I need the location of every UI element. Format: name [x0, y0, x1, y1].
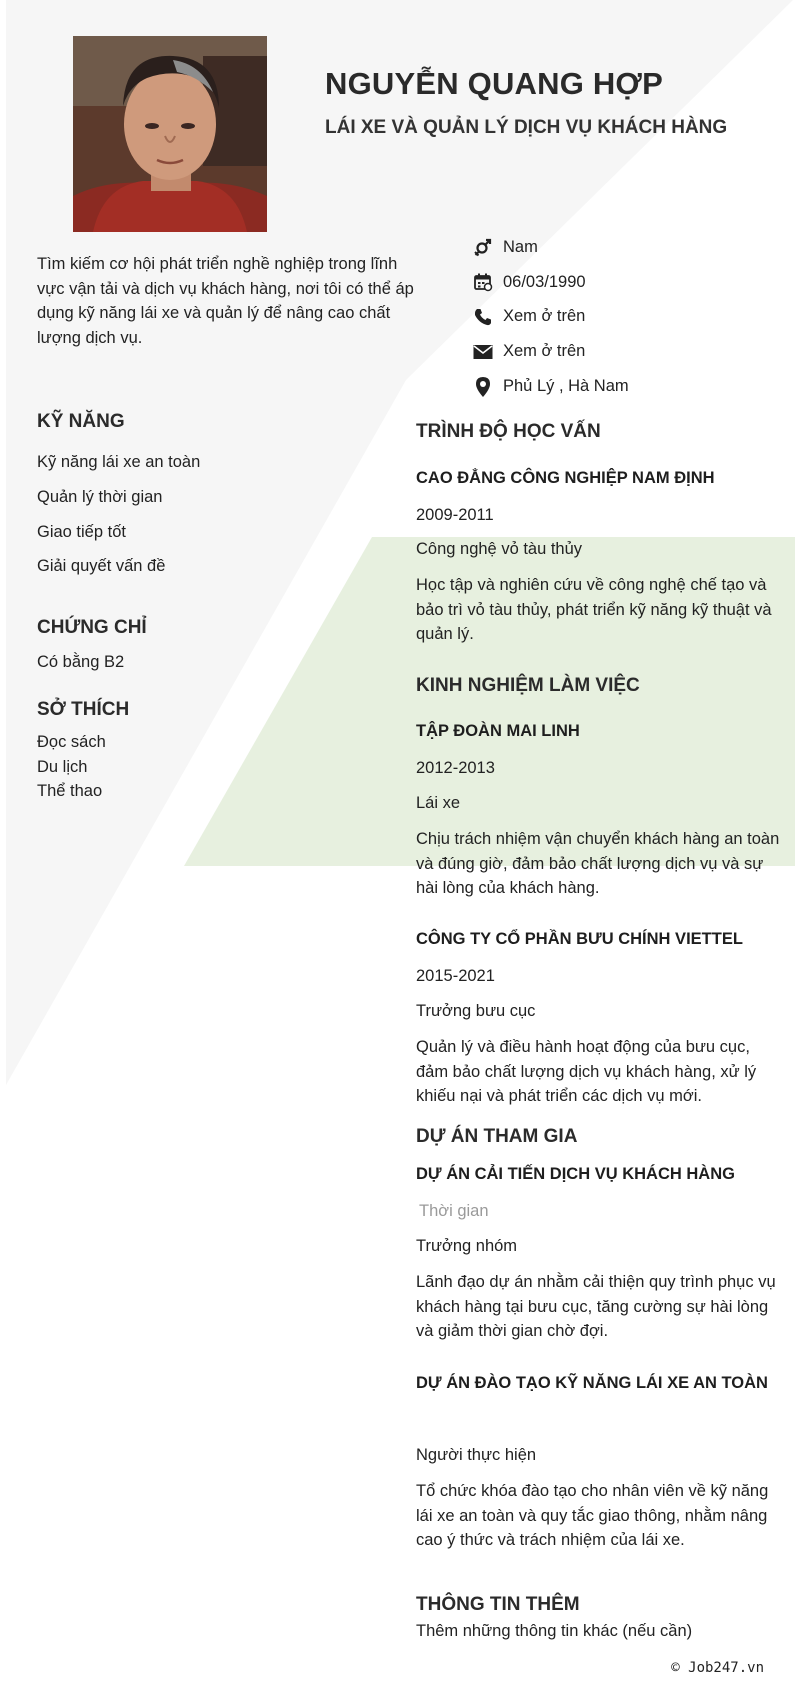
experience-heading: KINH NGHIỆM LÀM VIỆC — [416, 675, 640, 696]
contact-gender — [472, 230, 629, 265]
email-value: Xem ở trên — [503, 342, 586, 361]
company-name: CÔNG TY CỔ PHẦN BƯU CHÍNH VIETTEL — [416, 930, 743, 948]
school-name: CAO ĐẲNG CÔNG NGHIỆP NAM ĐỊNH — [416, 469, 715, 487]
project-role: Trưởng nhóm — [416, 1237, 518, 1255]
project-name: DỰ ÁN CẢI TIẾN DỊCH VỤ KHÁCH HÀNG — [416, 1165, 735, 1183]
project-time-placeholder: Thời gian — [419, 1202, 489, 1220]
contact-birthday — [472, 265, 629, 300]
skill-item: Giao tiếp tốt — [37, 523, 126, 541]
calendar-icon — [472, 271, 494, 293]
hobby-item: Đọc sách — [37, 733, 106, 751]
project-description: Lãnh đạo dự án nhằm cải thiện quy trình phục vụ khách hàng tại bưu cục, tăng cường sự hài lòng và giảm thời gian chờ đợi. — [416, 1273, 776, 1340]
hobby-item: Du lịch — [37, 758, 88, 776]
skill-item: Giải quyết vấn đề — [37, 557, 166, 575]
education-period: 2009-2011 — [416, 506, 494, 524]
skills-heading: KỸ NĂNG — [37, 411, 125, 432]
education-heading: TRÌNH ĐỘ HỌC VẤN — [416, 421, 601, 442]
address-value: Phủ Lý , Hà Nam — [503, 377, 629, 396]
job-period: 2015-2021 — [416, 967, 495, 985]
education-description: Học tập và nghiên cứu về công nghệ chế tạo và bảo trì vỏ tàu thủy, phát triển kỹ năng kỹ thuật và quản lý. — [416, 576, 772, 643]
skill-item: Kỹ năng lái xe an toàn — [37, 453, 201, 471]
phone-value: Xem ở trên — [503, 307, 586, 326]
job-description: Chịu trách nhiệm vận chuyển khách hàng an toàn và đúng giờ, đảm bảo chất lượng dịch vụ và sự hài lòng của khách hàng. — [416, 830, 780, 897]
hobby-item: Thể thao — [37, 782, 103, 800]
job-period: 2012-2013 — [416, 759, 495, 777]
footer-copyright: © Job247.vn — [671, 1660, 764, 1676]
phone-icon — [472, 306, 494, 328]
birthday-value: 06/03/1990 — [503, 272, 586, 291]
education-major: Công nghệ vỏ tàu thủy — [416, 540, 583, 558]
envelope-icon — [472, 341, 494, 363]
location-pin-icon — [472, 376, 494, 398]
gender-value: Nam — [503, 237, 538, 256]
project-name: DỰ ÁN ĐÀO TẠO KỸ NĂNG LÁI XE AN TOÀN — [416, 1374, 768, 1392]
additional-info-heading: THÔNG TIN THÊM — [416, 1594, 580, 1615]
profile-photo — [73, 36, 267, 232]
project-description: Tổ chức khóa đào tạo cho nhân viên về kỹ năng lái xe an toàn và quy tắc giao thông, nhằm nâng cao ý thức và trách nhiệm của lái xe. — [416, 1482, 769, 1549]
contact-email — [472, 334, 629, 369]
contact-info — [472, 230, 629, 404]
company-name: TẬP ĐOÀN MAI LINH — [416, 722, 580, 740]
candidate-name: NGUYỄN QUANG HỢP — [325, 66, 663, 101]
job-position: Trưởng bưu cục — [416, 1002, 536, 1020]
job-description: Quản lý và điều hành hoạt động của bưu cục, đảm bảo chất lượng dịch vụ khách hàng, xử lý khiếu nại và phát triển các dịch vụ mới. — [416, 1038, 757, 1105]
project-role: Người thực hiện — [416, 1446, 537, 1464]
job-title: LÁI XE VÀ QUẢN LÝ DỊCH VỤ KHÁCH HÀNG — [325, 117, 728, 138]
career-objective: Tìm kiếm cơ hội phát triển nghề nghiệp trong lĩnh vực vận tải và dịch vụ khách hàng, nơi tôi có thể áp dụng kỹ năng lái xe và quản lý để nâng cao chất lượng dịch vụ. — [37, 255, 414, 347]
contact-phone — [472, 300, 629, 335]
contact-address — [472, 369, 629, 404]
additional-info-text: Thêm những thông tin khác (nếu cần) — [416, 1622, 693, 1640]
certificate-item: Có bằng B2 — [37, 653, 125, 671]
gender-icon — [472, 236, 494, 258]
job-position: Lái xe — [416, 794, 461, 812]
skill-item: Quản lý thời gian — [37, 488, 163, 506]
certificates-heading: CHỨNG CHỈ — [37, 617, 147, 638]
hobbies-heading: SỞ THÍCH — [37, 699, 130, 720]
projects-heading: DỰ ÁN THAM GIA — [416, 1126, 578, 1147]
